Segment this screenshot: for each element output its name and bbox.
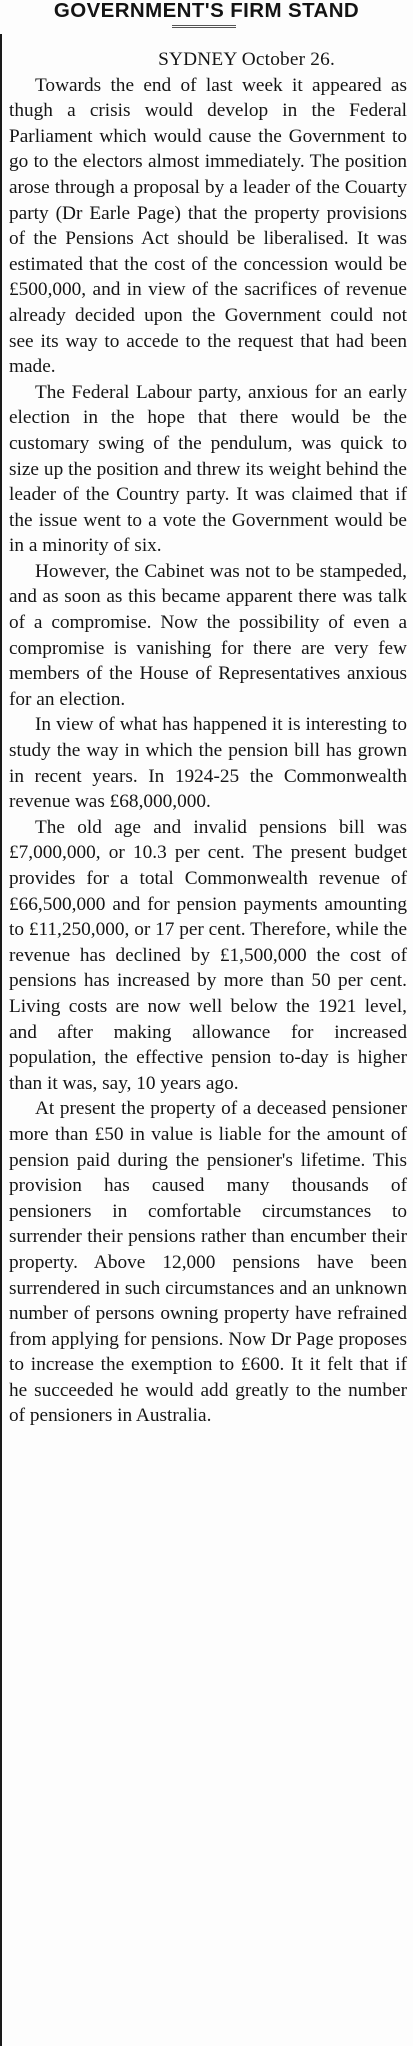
- article-paragraph: The old age and invalid pensions bill was £7,000,000, or 10.3 per cent. The present budget provides for a total Commonwealth revenue of £66,500,000 and for pension payments amounting to £11,250,000, or 17 per cent. Therefore, while the revenue has declined by £1,500,000 the cost of pensions has increased by more than 50 per cent. Living costs are now well below the 1921 level, and after making allowance for increased population, the effective pension to-day is higher than it was, say, 10 years ago.: [9, 816, 407, 1094]
- headline-divider: [172, 25, 236, 28]
- article-paragraph: At present the property of a deceased pensioner more than £50 in value is liable for the amount of pension paid during the pensioner's lifetime. This provision has caused many thousands of pensioners in comfortable circumstances to surrender their pensions rather than encumber their property. Above 12,000 pensions have been surrendered in such circumstances and an unknown number of persons owning property have refrained from applying for pensions. Now Dr Page proposes to increase the exemption to £600. It it felt that if he succeeded he would add greatly to the number of pensioners in Australia.: [9, 1098, 407, 1427]
- article-body: [9, 47, 407, 1429]
- article-paragraph: In view of what has happened it is interesting to study the way in which the pension bill has grown in recent years. In 1924-25 the Commonwealth revenue was £68,000,000.: [9, 714, 407, 813]
- article-dateline: SYDNEY October 26.: [158, 49, 335, 70]
- article-paragraph: Towards the end of last week it appeared as thugh a crisis would develop in the Federal Parliament which would cause the Government to go to the electors almost immediately. The position arose through a proposal by a leader of the Couarty party (Dr Earle Page) that the property provisions of the Pensions Act should be liberalised. It was estimated that the cost of the concession would be £500,000, and in view of the sacrifices of revenue already decided upon the Government could not see its way to accede to the request that had been made.: [9, 74, 407, 378]
- column-left-rule: [0, 34, 2, 2046]
- article-paragraph: However, the Cabinet was not to be stampeded, and as soon as this became apparent there was talk of a compromise. Now the possibility of even a compromise is vanishing for there are very few members of the House of Representatives anxious for an election.: [9, 560, 407, 710]
- article-paragraph: The Federal Labour party, anxious for an early election in the hope that there would be the customary swing of the pendulum, was quick to size up the position and threw its weight behind the leader of the Country party. It was claimed that if the issue went to a vote the Government would be in a minority of six.: [9, 381, 407, 557]
- article-headline: GOVERNMENT'S FIRM STAND: [53, 0, 360, 22]
